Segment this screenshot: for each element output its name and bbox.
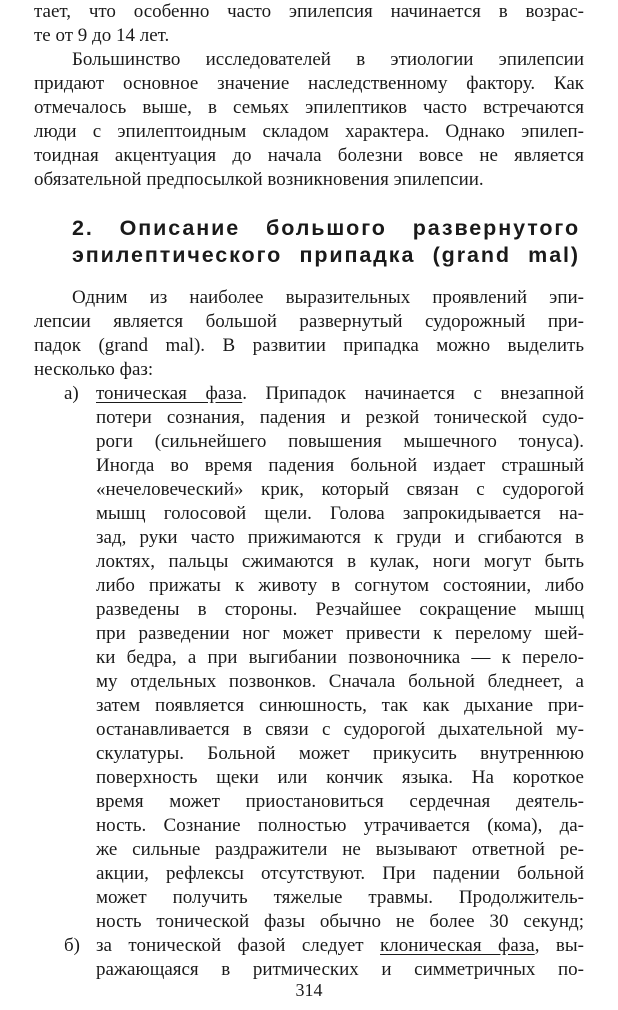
text-line: мышц голосовой щели. Голова запрокидывается на- (96, 503, 584, 524)
text-line: останавливается в связи с судорогой дыхательной му- (96, 719, 584, 740)
text-line: потери сознания, падения и резкой тонической судо- (96, 407, 584, 428)
term-tonic-phase: тоническая фаза (96, 383, 243, 404)
page-number: 314 (295, 980, 323, 1000)
text-line: акции, рефлексы отсутствуют. При падении больной (96, 863, 584, 884)
text-line: может получить тяжелые травмы. Продолжитель- (96, 887, 584, 908)
text-line: те от 9 до 14 лет. (34, 25, 170, 46)
text-line: Одним из наиболее выразительных проявлений эпи- (72, 287, 584, 308)
text-line: зад, руки часто прижимаются к груди и сгибаются в (96, 527, 584, 548)
text-line: затем появляется синюшность, так как дыхание при- (96, 695, 584, 716)
section-heading: 2. Описание большого развернутого (72, 216, 580, 240)
text-line: скулатуры. Больной может прикусить внутреннюю (96, 743, 584, 764)
text-line: му отдельных позвонков. Сначала больной бледнеет, а (96, 671, 584, 692)
term-clonic-phase: клоническая фаза (380, 935, 535, 956)
text-line: «нечеловеческий» крик, который связан с судорогой (96, 479, 584, 500)
text-line: несколько фаз: (34, 359, 154, 380)
text-line: придают основное значение наследственному фактору. Как (34, 73, 584, 94)
text-line: ность. Сознание полностью утрачивается (кома), да- (96, 815, 584, 836)
text-line: роги (сильнейшего повышения мышечного тонуса). (96, 431, 584, 452)
text-line: отмечалось выше, в семьях эпилептиков часто встречаются (34, 97, 584, 118)
text-line: ки бедра, а при выгибании позвоночника — к перело- (96, 647, 584, 668)
text-line: ражающаяся в ритмических и симметричных по- (96, 959, 584, 980)
list-marker: а) (64, 383, 79, 404)
text-line: Иногда во время падения больной издает страшный (96, 455, 584, 476)
text-line: локтях, пальцы сжимаются в кулак, ноги могут быть (96, 551, 584, 572)
text-line: же сильные раздражители не вызывают ответной ре- (96, 839, 584, 860)
text-fragment: , вы- (534, 935, 584, 956)
section-heading: эпилептического припадка (grand mal) (72, 243, 580, 267)
text-line: Большинство исследователей в этиологии эпилепсии (72, 49, 584, 70)
list-marker: б) (64, 935, 80, 956)
text-fragment: за тонической фазой следует (96, 935, 381, 956)
text-line: разведены в стороны. Резчайшее сокращение мышц (96, 599, 584, 620)
text-line: тоидная акцентуация до начала болезни вовсе не является (34, 145, 584, 166)
text-fragment: . Припадок начинается с внезапной (242, 383, 585, 404)
text-line: время может приостановиться сердечная деятель- (96, 791, 584, 812)
list-item-first-line (96, 382, 584, 406)
text-line: лепсии является большой развернутый судорожный при- (34, 311, 584, 332)
text-line: обязательной предпосылкой возникновения эпилепсии. (34, 169, 484, 190)
text-line: падок (grand mal). В развитии припадка можно выделить (34, 335, 584, 356)
text-line: тает, что особенно часто эпилепсия начинается в возрас- (34, 1, 584, 22)
text-line: либо прижаты к животу в согнутом состоянии, либо (96, 575, 584, 596)
text-line: ность тонической фазы обычно не более 30 секунд; (96, 911, 584, 932)
text-line: при разведении ног может привести к перелому шей- (96, 623, 584, 644)
list-item-first-line (96, 934, 584, 958)
text-line: люди с эпилептоидным складом характера. Однако эпилеп- (34, 121, 584, 142)
text-line: поверхность щеки или кончик языка. На короткое (96, 767, 584, 788)
